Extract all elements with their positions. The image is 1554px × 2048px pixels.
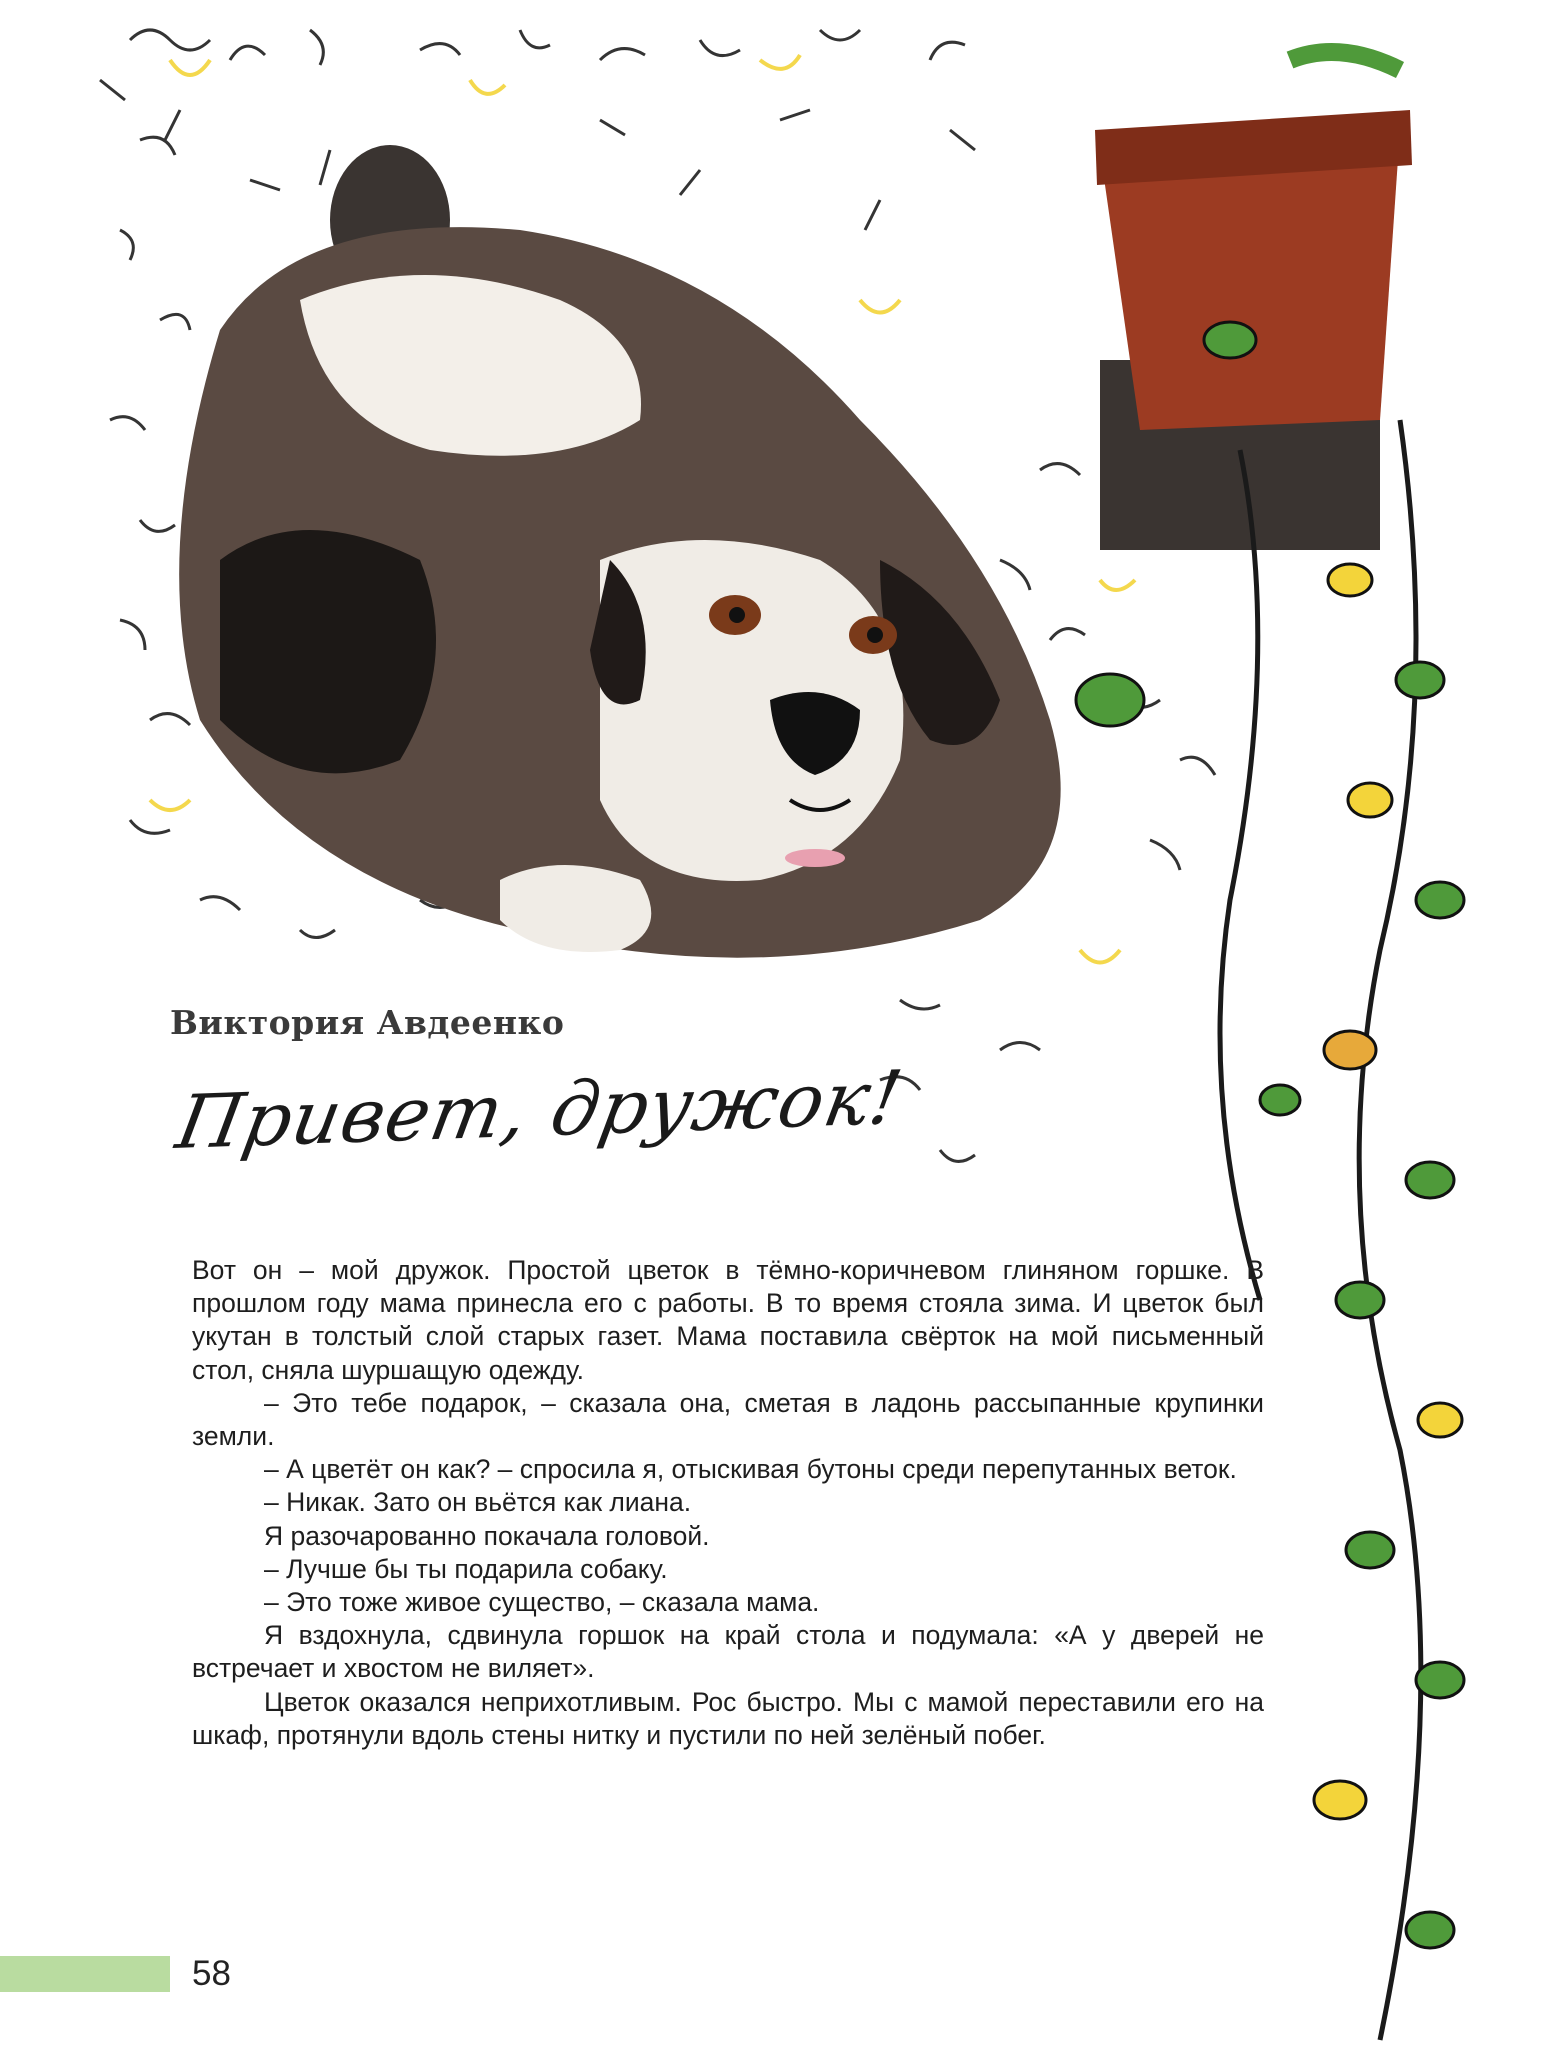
page-number: 58 xyxy=(192,1954,231,1993)
story-title: Привет, дружок! xyxy=(170,1054,909,1166)
paragraph: Цветок оказался неприхотливым. Рос быстро. Мы с мамой переставили его на шкаф, протянули вдоль стены нитку и пустили по ней зелёный побег. xyxy=(192,1686,1264,1750)
author-name: Виктория Авдеенко xyxy=(170,1003,565,1042)
story-body xyxy=(192,1254,1264,1752)
paragraph: – Это тебе подарок, – сказала она, сметая в ладонь рассыпанные крупинки земли. xyxy=(192,1387,1264,1452)
paragraph: – Это тоже живое существо, – сказала мама. xyxy=(264,1587,820,1618)
paragraph: Я вздохнула, сдвинула горшок на край стола и подумала: «А у дверей не встречает и хвостом не виляет». xyxy=(192,1620,1264,1684)
dog-drawing xyxy=(179,145,1060,958)
footer-accent-bar xyxy=(0,1956,170,1992)
paragraph: – А цветёт он как? – спросила я, отыскивая бутоны среди перепутанных веток. xyxy=(264,1454,1237,1485)
paragraph: – Лучше бы ты подарила собаку. xyxy=(264,1553,668,1584)
paragraph: – Никак. Зато он вьётся как лиана. xyxy=(264,1487,692,1518)
paragraph: Вот он – мой дружок. Простой цветок в тёмно-коричневом глиняном горшке. В прошлом году мама принесла его с работы. В то время стояла зима. И цветок был укутан в толстый слой старых газет. Мама поставила свёрток на мой письменный стол, сняла шуршащую одежду. xyxy=(192,1255,1264,1385)
paragraph: Я разочарованно покачала головой. xyxy=(264,1520,710,1551)
flower-pot-drawing xyxy=(1095,52,1412,550)
